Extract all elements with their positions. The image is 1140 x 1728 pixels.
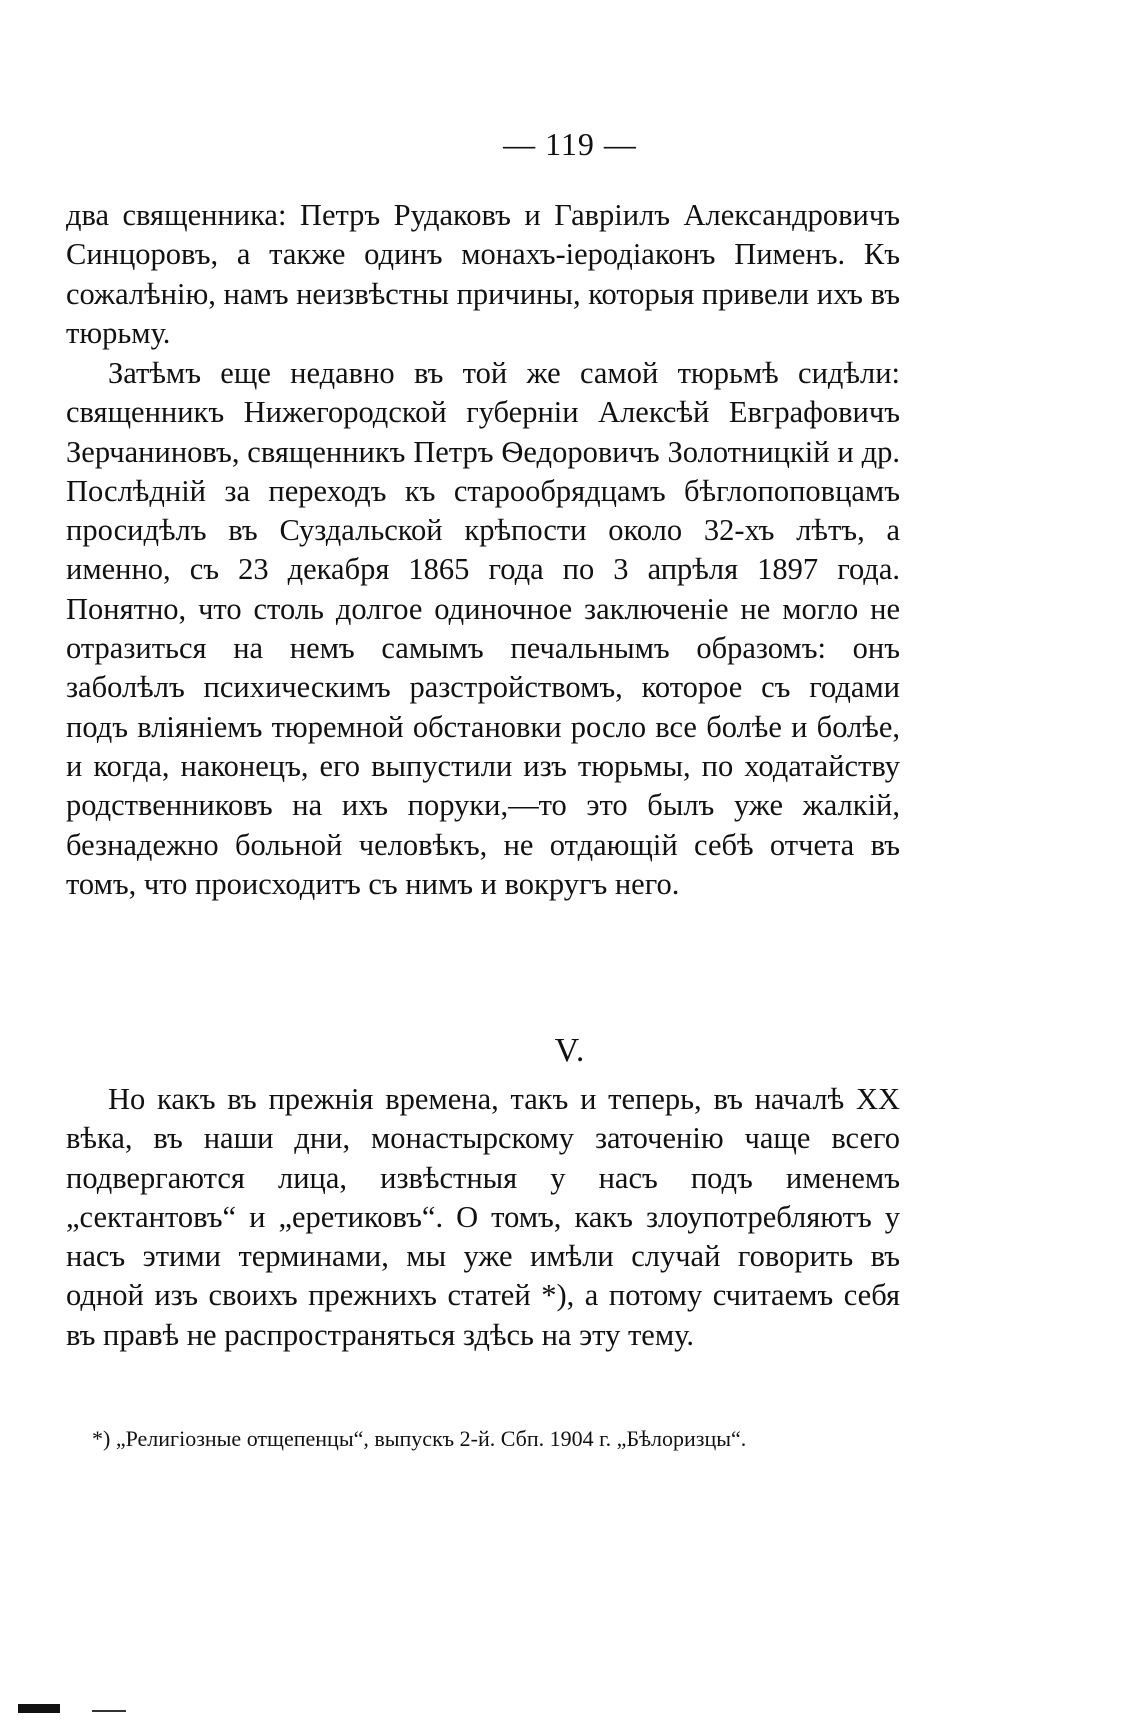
page-number: — 119 — xyxy=(503,126,637,162)
paragraph-text: два священника: Петръ Рудаковъ и Гавріилъ Александровичъ Синцоровъ, а также одинъ монахъ-іеродіаконъ Пименъ. Къ сожалѣнію, намъ неизвѣстны причины, которыя привели ихъ въ тюрьму. xyxy=(66,198,900,350)
paragraph-continuation xyxy=(66,196,900,353)
paragraph-text: Затѣмъ еще недавно въ той же самой тюрьмѣ сидѣли: священникъ Нижегородской губерніи Алексѣй Евграфовичъ Зерчаниновъ, священникъ Петръ Ѳедоровичъ Золотницкій и др. Послѣдній за переходъ къ старообрядцамъ бѣглопоповцамъ просидѣлъ въ Суздальской крѣпости около 32-хъ лѣтъ, а именно, съ 23 декабря 1865 года по 3 апрѣля 1897 года. Понятно, что столь долгое одиночное заключеніе не могло не отразиться на немъ самымъ печальнымъ образомъ: онъ заболѣлъ психическимъ разстройствомъ, которое съ годами подъ вліяніемъ тюремной обстановки росло все болѣе и болѣе, и когда, наконецъ, его выпустили изъ тюрьмы, по ходатайству родственниковъ на ихъ поруки,—то это былъ уже жалкій, безнадежно больной человѣкъ, не отдающій себѣ отчета въ томъ, что происходитъ съ нимъ и вокругъ него. xyxy=(66,356,900,901)
scan-artifact-mark xyxy=(18,1704,60,1713)
scan-artifact-line xyxy=(92,1710,126,1712)
paragraph-third xyxy=(66,1080,900,1355)
paragraph-second xyxy=(66,354,900,904)
paragraph-text: Но какъ въ прежнія времена, такъ и теперь, въ началѣ XX вѣка, въ наши дни, монастырскому заточенію чаще всего подвергаются лица, извѣстныя у насъ подъ именемъ „сектантовъ“ и „еретиковъ“. О томъ, какъ злоупотребляютъ у насъ этими терминами, мы уже имѣли случай говорить въ одной изъ своихъ прежнихъ статей *), а потому считаемъ себя въ правѣ не распространяться здѣсь на эту тему. xyxy=(66,1082,900,1352)
section-heading: V. xyxy=(554,1032,586,1069)
footnote xyxy=(66,1424,900,1454)
footnote-text: *) „Религіозные отщепенцы“, выпускъ 2-й. Сбп. 1904 г. „Бѣлоризцы“. xyxy=(92,1426,747,1451)
